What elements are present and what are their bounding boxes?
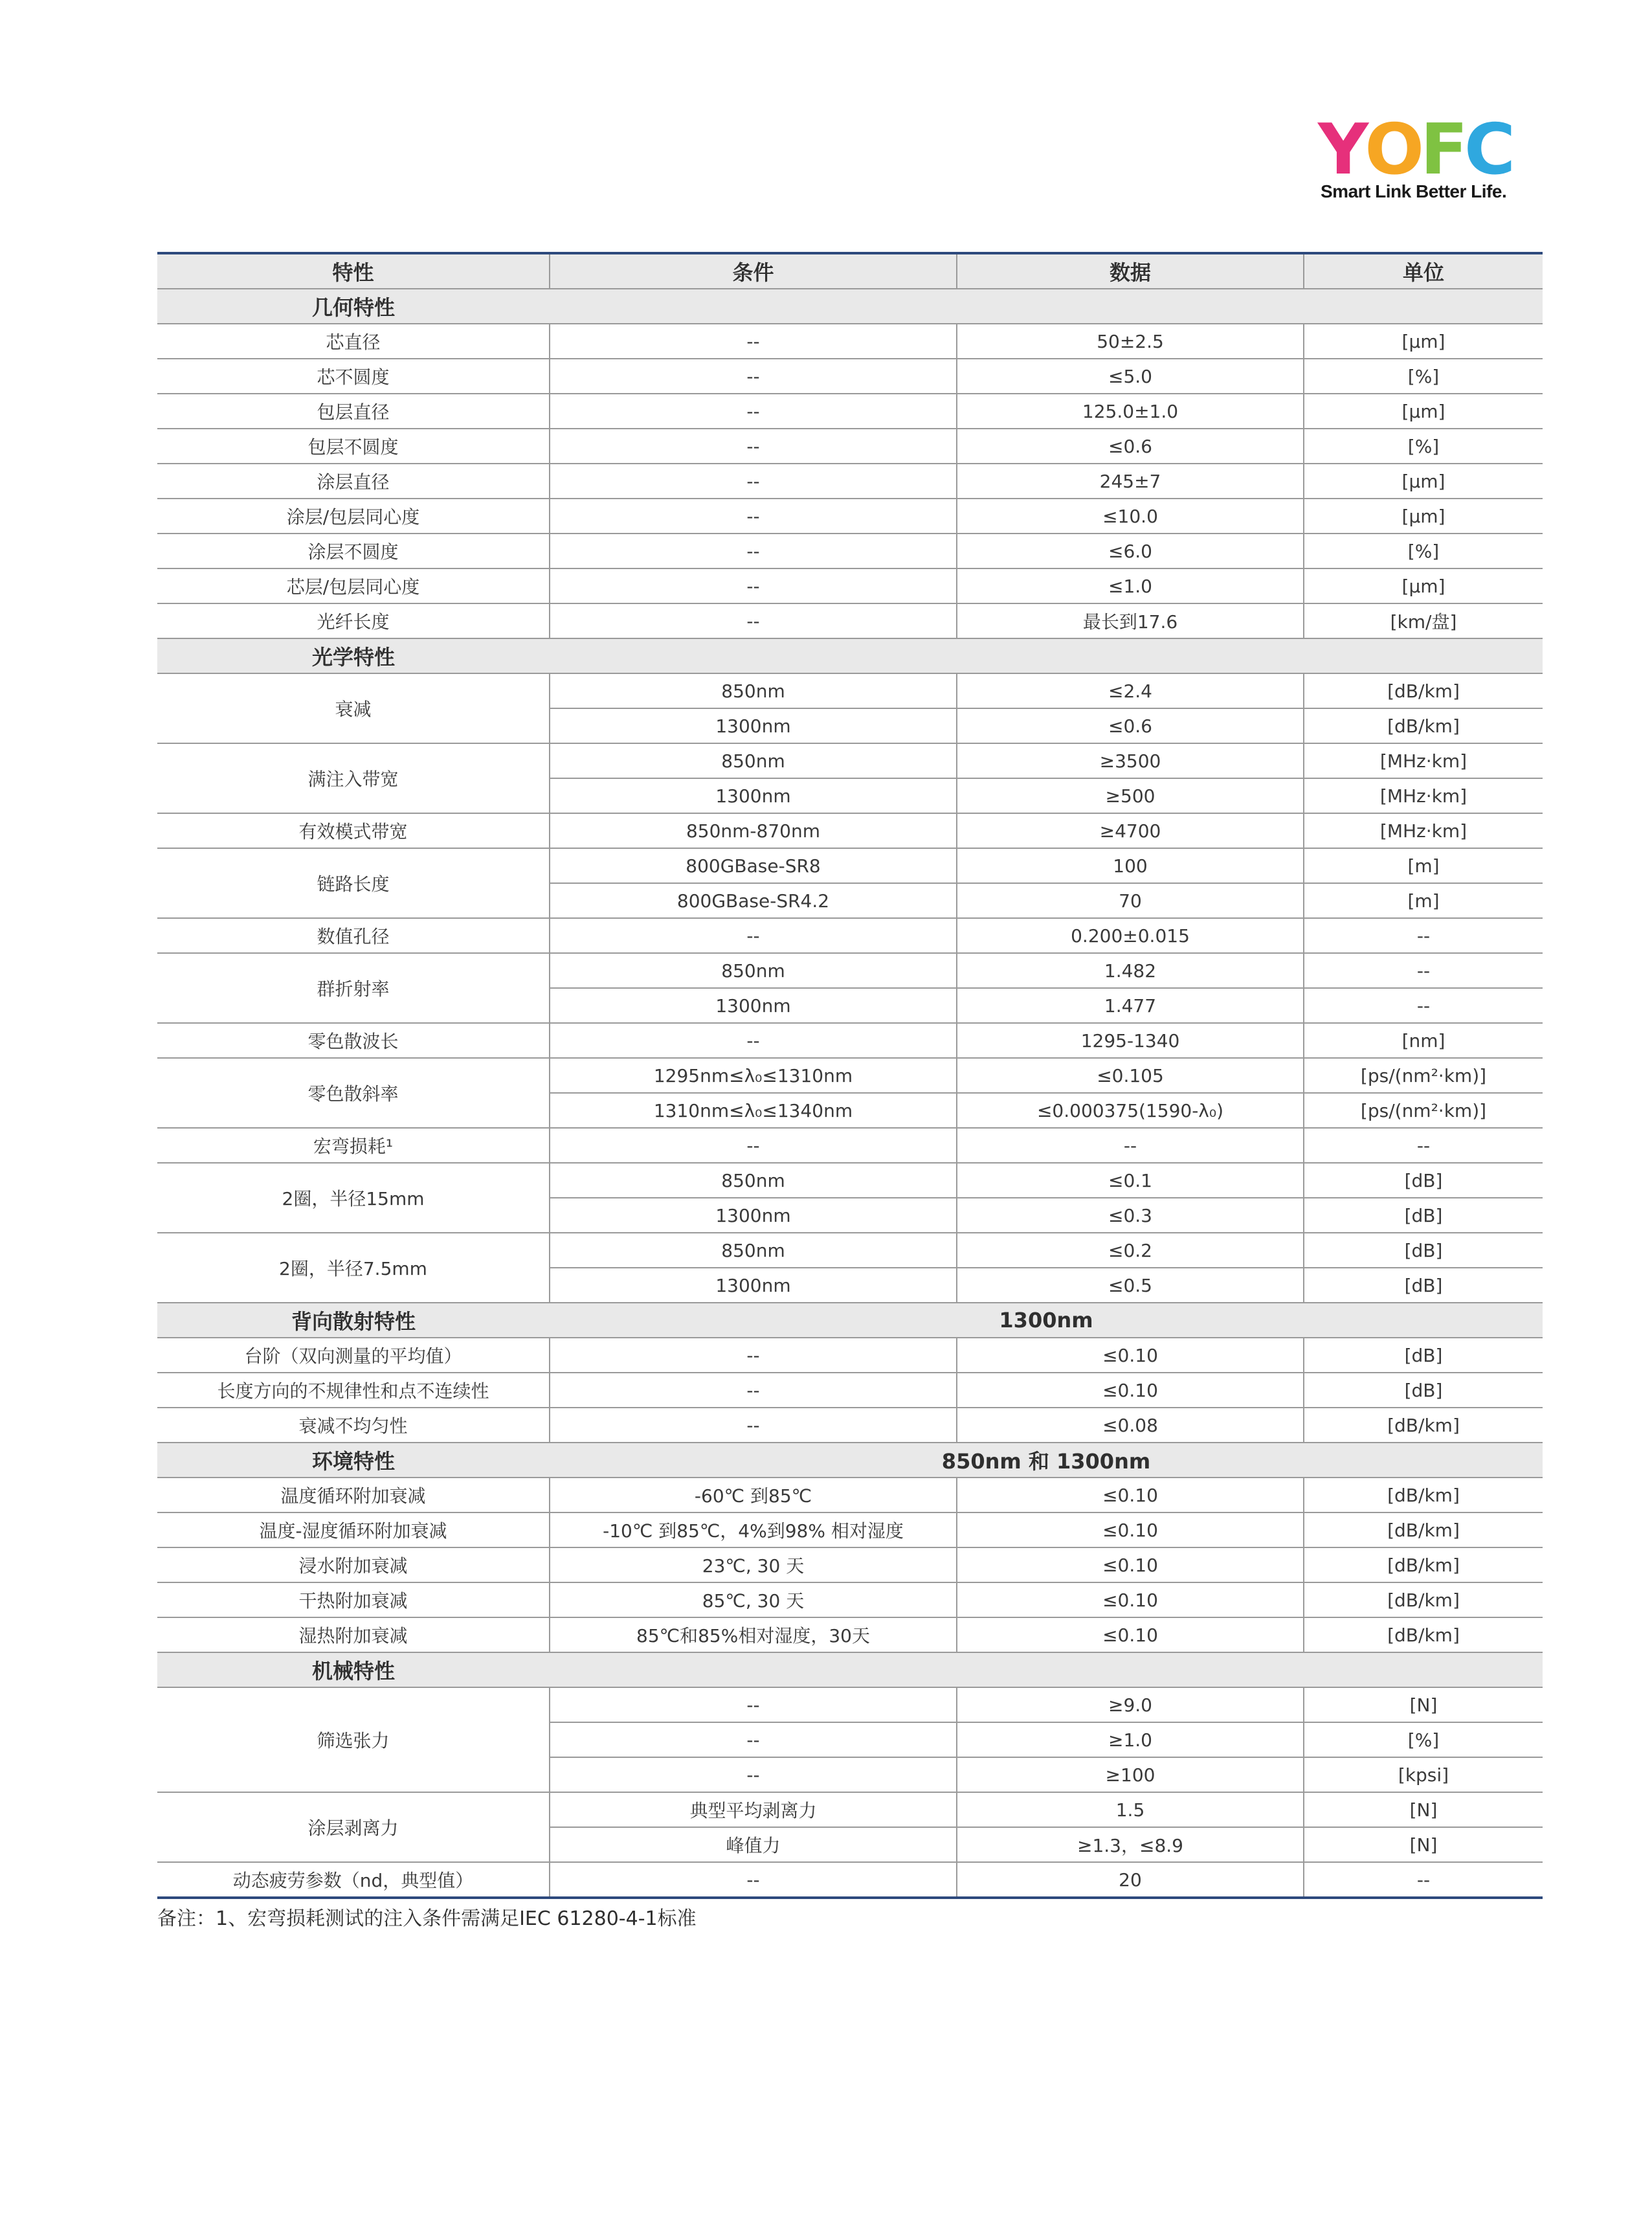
- footnote: 备注：1、宏弯损耗测试的注入条件需满足IEC 61280-4-1标准: [157, 1907, 697, 1930]
- table-row: [157, 394, 1543, 429]
- condition-cell: --: [550, 1862, 957, 1898]
- value-cell: ≤0.000375(1590-λ₀): [957, 1093, 1304, 1128]
- unit-cell: [MHz·km]: [1304, 778, 1543, 813]
- unit-cell: [μm]: [1304, 499, 1543, 534]
- condition-cell: --: [550, 534, 957, 568]
- value-cell: ≤0.10: [957, 1617, 1304, 1652]
- property-label: 湿热附加衰减: [157, 1617, 550, 1652]
- condition-cell: -60℃ 到85℃: [550, 1478, 957, 1512]
- table-row: [157, 953, 1543, 988]
- value-cell: 1.482: [957, 953, 1304, 988]
- condition-cell: --: [550, 1687, 957, 1722]
- section-header-row: [157, 638, 1543, 673]
- table-row: [157, 1687, 1543, 1722]
- condition-cell: 1300nm: [550, 1198, 957, 1233]
- condition-cell: --: [550, 429, 957, 464]
- condition-cell: --: [550, 1408, 957, 1443]
- value-cell: ≤6.0: [957, 534, 1304, 568]
- unit-cell: [m]: [1304, 883, 1543, 918]
- table-header-row: [157, 253, 1543, 289]
- table-row: [157, 1338, 1543, 1373]
- unit-cell: [dB]: [1304, 1198, 1543, 1233]
- logo-letter: O: [1365, 109, 1421, 190]
- condition-cell: 850nm: [550, 743, 957, 778]
- value-cell: ≤10.0: [957, 499, 1304, 534]
- value-cell: ≤0.10: [957, 1338, 1304, 1373]
- condition-cell: 1300nm: [550, 708, 957, 743]
- property-label: 温度-湿度循环附加衰减: [157, 1512, 550, 1547]
- section-header-row: [157, 1443, 1543, 1478]
- condition-cell: --: [550, 324, 957, 359]
- unit-cell: [m]: [1304, 848, 1543, 883]
- value-cell: ≤0.3: [957, 1198, 1304, 1233]
- unit-cell: [nm]: [1304, 1023, 1543, 1058]
- property-label: 浸水附加衰减: [157, 1547, 550, 1582]
- table-row: [157, 1478, 1543, 1512]
- logo-wordmark: [1318, 109, 1512, 190]
- unit-cell: [dB]: [1304, 1338, 1543, 1373]
- condition-cell: 1295nm≤λ₀≤1310nm: [550, 1058, 957, 1093]
- property-label: 涂层剥离力: [157, 1792, 550, 1862]
- unit-cell: [μm]: [1304, 568, 1543, 603]
- logo-tagline: Smart Link Better Life.: [1321, 181, 1507, 201]
- property-label: 包层直径: [157, 394, 550, 429]
- table-row: [157, 673, 1543, 708]
- value-cell: ≥4700: [957, 813, 1304, 848]
- value-cell: ≤5.0: [957, 359, 1304, 394]
- table-row: [157, 918, 1543, 953]
- unit-cell: [μm]: [1304, 324, 1543, 359]
- property-label: 长度方向的不规律性和点不连续性: [157, 1373, 550, 1408]
- value-cell: ≤0.6: [957, 429, 1304, 464]
- unit-cell: [dB]: [1304, 1233, 1543, 1268]
- table-row: [157, 1512, 1543, 1547]
- condition-cell: --: [550, 603, 957, 638]
- value-cell: ≤0.1: [957, 1163, 1304, 1198]
- value-cell: 100: [957, 848, 1304, 883]
- property-label: 光纤长度: [157, 603, 550, 638]
- property-label: 衰减不均匀性: [157, 1408, 550, 1443]
- condition-cell: 850nm: [550, 1233, 957, 1268]
- header-cell: 条件: [550, 253, 957, 289]
- condition-cell: 850nm: [550, 1163, 957, 1198]
- section-title: 机械特性: [157, 1652, 550, 1687]
- section-title: 环境特性: [157, 1443, 550, 1478]
- condition-cell: 23℃, 30 天: [550, 1547, 957, 1582]
- condition-cell: 850nm: [550, 673, 957, 708]
- property-label: 群折射率: [157, 953, 550, 1023]
- condition-cell: --: [550, 499, 957, 534]
- unit-cell: [μm]: [1304, 394, 1543, 429]
- unit-cell: --: [1304, 953, 1543, 988]
- condition-cell: 800GBase-SR4.2: [550, 883, 957, 918]
- value-cell: ≤0.6: [957, 708, 1304, 743]
- table-row: [157, 813, 1543, 848]
- condition-cell: 1310nm≤λ₀≤1340nm: [550, 1093, 957, 1128]
- value-cell: 20: [957, 1862, 1304, 1898]
- header-cell: 数据: [957, 253, 1304, 289]
- table-row: [157, 429, 1543, 464]
- property-label: 台阶（双向测量的平均值）: [157, 1338, 550, 1373]
- section-header-row: [157, 1303, 1543, 1338]
- condition-cell: 850nm: [550, 953, 957, 988]
- condition-cell: 85℃, 30 天: [550, 1582, 957, 1617]
- unit-cell: [km/盘]: [1304, 603, 1543, 638]
- property-label: 涂层/包层同心度: [157, 499, 550, 534]
- property-label: 链路长度: [157, 848, 550, 918]
- unit-cell: [MHz·km]: [1304, 743, 1543, 778]
- logo-letter: F: [1420, 109, 1464, 190]
- table-row: [157, 464, 1543, 499]
- table-row: [157, 1862, 1543, 1898]
- property-label: 2圈，半径7.5mm: [157, 1233, 550, 1303]
- condition-cell: 800GBase-SR8: [550, 848, 957, 883]
- unit-cell: [MHz·km]: [1304, 813, 1543, 848]
- property-label: 数值孔径: [157, 918, 550, 953]
- property-label: 芯层/包层同心度: [157, 568, 550, 603]
- table-row: [157, 743, 1543, 778]
- value-cell: ≤0.10: [957, 1373, 1304, 1408]
- table-row: [157, 1163, 1543, 1198]
- unit-cell: --: [1304, 1128, 1543, 1163]
- header-cell: 单位: [1304, 253, 1543, 289]
- property-label: 零色散斜率: [157, 1058, 550, 1128]
- header-cell: 特性: [157, 253, 550, 289]
- value-cell: --: [957, 1128, 1304, 1163]
- table-row: [157, 1233, 1543, 1268]
- unit-cell: [ps/(nm²·km)]: [1304, 1058, 1543, 1093]
- section-title: 背向散射特性: [157, 1303, 550, 1338]
- property-label: 有效模式带宽: [157, 813, 550, 848]
- table-row: [157, 568, 1543, 603]
- value-cell: ≤0.08: [957, 1408, 1304, 1443]
- value-cell: ≤0.10: [957, 1582, 1304, 1617]
- property-label: 包层不圆度: [157, 429, 550, 464]
- value-cell: ≤2.4: [957, 673, 1304, 708]
- value-cell: ≥100: [957, 1757, 1304, 1792]
- condition-cell: --: [550, 394, 957, 429]
- condition-cell: --: [550, 568, 957, 603]
- value-cell: 245±7: [957, 464, 1304, 499]
- condition-cell: --: [550, 464, 957, 499]
- value-cell: 最长到17.6: [957, 603, 1304, 638]
- section-title: 光学特性: [157, 638, 550, 673]
- unit-cell: [ps/(nm²·km)]: [1304, 1093, 1543, 1128]
- table-row: [157, 1582, 1543, 1617]
- table-row: [157, 1617, 1543, 1652]
- unit-cell: [dB]: [1304, 1373, 1543, 1408]
- table-row: [157, 1792, 1543, 1827]
- section-note: [550, 289, 1543, 324]
- value-cell: 0.200±0.015: [957, 918, 1304, 953]
- value-cell: ≥500: [957, 778, 1304, 813]
- value-cell: ≤0.10: [957, 1547, 1304, 1582]
- value-cell: ≥9.0: [957, 1687, 1304, 1722]
- section-note: 1300nm: [550, 1303, 1543, 1338]
- property-label: 温度循环附加衰减: [157, 1478, 550, 1512]
- unit-cell: [N]: [1304, 1792, 1543, 1827]
- table-row: [157, 1128, 1543, 1163]
- unit-cell: [%]: [1304, 1722, 1543, 1757]
- property-label: 2圈，半径15mm: [157, 1163, 550, 1233]
- unit-cell: [dB/km]: [1304, 1582, 1543, 1617]
- spec-table: [157, 252, 1543, 1899]
- property-label: 零色散波长: [157, 1023, 550, 1058]
- table-row: [157, 499, 1543, 534]
- table-row: [157, 534, 1543, 568]
- table-row: [157, 1373, 1543, 1408]
- unit-cell: --: [1304, 918, 1543, 953]
- condition-cell: 1300nm: [550, 988, 957, 1023]
- unit-cell: [kpsi]: [1304, 1757, 1543, 1792]
- section-title: 几何特性: [157, 289, 550, 324]
- property-label: 干热附加衰减: [157, 1582, 550, 1617]
- unit-cell: [μm]: [1304, 464, 1543, 499]
- table-row: [157, 1023, 1543, 1058]
- property-label: 动态疲劳参数（nd，典型值）: [157, 1862, 550, 1898]
- property-label: 宏弯损耗¹: [157, 1128, 550, 1163]
- table-row: [157, 1058, 1543, 1093]
- unit-cell: [dB/km]: [1304, 1478, 1543, 1512]
- unit-cell: [%]: [1304, 359, 1543, 394]
- value-cell: ≤0.5: [957, 1268, 1304, 1303]
- condition-cell: --: [550, 359, 957, 394]
- table-row: [157, 1408, 1543, 1443]
- condition-cell: --: [550, 1023, 957, 1058]
- section-note: 850nm 和 1300nm: [550, 1443, 1543, 1478]
- section-note: [550, 1652, 1543, 1687]
- section-note: [550, 638, 1543, 673]
- value-cell: 70: [957, 883, 1304, 918]
- value-cell: ≤1.0: [957, 568, 1304, 603]
- condition-cell: 850nm-870nm: [550, 813, 957, 848]
- section-header-row: [157, 1652, 1543, 1687]
- unit-cell: [dB/km]: [1304, 673, 1543, 708]
- unit-cell: [dB/km]: [1304, 1408, 1543, 1443]
- unit-cell: [%]: [1304, 429, 1543, 464]
- condition-cell: 85℃和85%相对湿度，30天: [550, 1617, 957, 1652]
- table-row: [157, 603, 1543, 638]
- property-label: 芯直径: [157, 324, 550, 359]
- value-cell: ≤0.10: [957, 1478, 1304, 1512]
- logo-letter: C: [1464, 109, 1512, 190]
- condition-cell: 峰值力: [550, 1827, 957, 1862]
- value-cell: ≥3500: [957, 743, 1304, 778]
- condition-cell: -10℃ 到85℃，4%到98% 相对湿度: [550, 1512, 957, 1547]
- condition-cell: --: [550, 1757, 957, 1792]
- table-row: [157, 359, 1543, 394]
- condition-cell: --: [550, 918, 957, 953]
- condition-cell: 1300nm: [550, 1268, 957, 1303]
- unit-cell: [dB/km]: [1304, 1617, 1543, 1652]
- property-label: 芯不圆度: [157, 359, 550, 394]
- unit-cell: [dB/km]: [1304, 708, 1543, 743]
- unit-cell: [dB/km]: [1304, 1512, 1543, 1547]
- value-cell: ≤0.10: [957, 1512, 1304, 1547]
- condition-cell: --: [550, 1373, 957, 1408]
- yofc-logo: [1318, 109, 1525, 207]
- condition-cell: --: [550, 1338, 957, 1373]
- unit-cell: [N]: [1304, 1687, 1543, 1722]
- value-cell: ≥1.3，≤8.9: [957, 1827, 1304, 1862]
- table-row: [157, 848, 1543, 883]
- unit-cell: [dB/km]: [1304, 1547, 1543, 1582]
- value-cell: 1295-1340: [957, 1023, 1304, 1058]
- unit-cell: --: [1304, 1862, 1543, 1898]
- logo-letter: Y: [1318, 109, 1365, 190]
- value-cell: ≥1.0: [957, 1722, 1304, 1757]
- unit-cell: --: [1304, 988, 1543, 1023]
- section-header-row: [157, 289, 1543, 324]
- unit-cell: [dB]: [1304, 1163, 1543, 1198]
- value-cell: ≤0.2: [957, 1233, 1304, 1268]
- property-label: 筛选张力: [157, 1687, 550, 1792]
- unit-cell: [%]: [1304, 534, 1543, 568]
- condition-cell: 1300nm: [550, 778, 957, 813]
- value-cell: 1.5: [957, 1792, 1304, 1827]
- table-row: [157, 324, 1543, 359]
- condition-cell: --: [550, 1722, 957, 1757]
- property-label: 满注入带宽: [157, 743, 550, 813]
- property-label: 衰减: [157, 673, 550, 743]
- unit-cell: [N]: [1304, 1827, 1543, 1862]
- value-cell: 50±2.5: [957, 324, 1304, 359]
- value-cell: ≤0.105: [957, 1058, 1304, 1093]
- unit-cell: [dB]: [1304, 1268, 1543, 1303]
- condition-cell: 典型平均剥离力: [550, 1792, 957, 1827]
- table-row: [157, 1547, 1543, 1582]
- condition-cell: --: [550, 1128, 957, 1163]
- value-cell: 1.477: [957, 988, 1304, 1023]
- property-label: 涂层不圆度: [157, 534, 550, 568]
- property-label: 涂层直径: [157, 464, 550, 499]
- value-cell: 125.0±1.0: [957, 394, 1304, 429]
